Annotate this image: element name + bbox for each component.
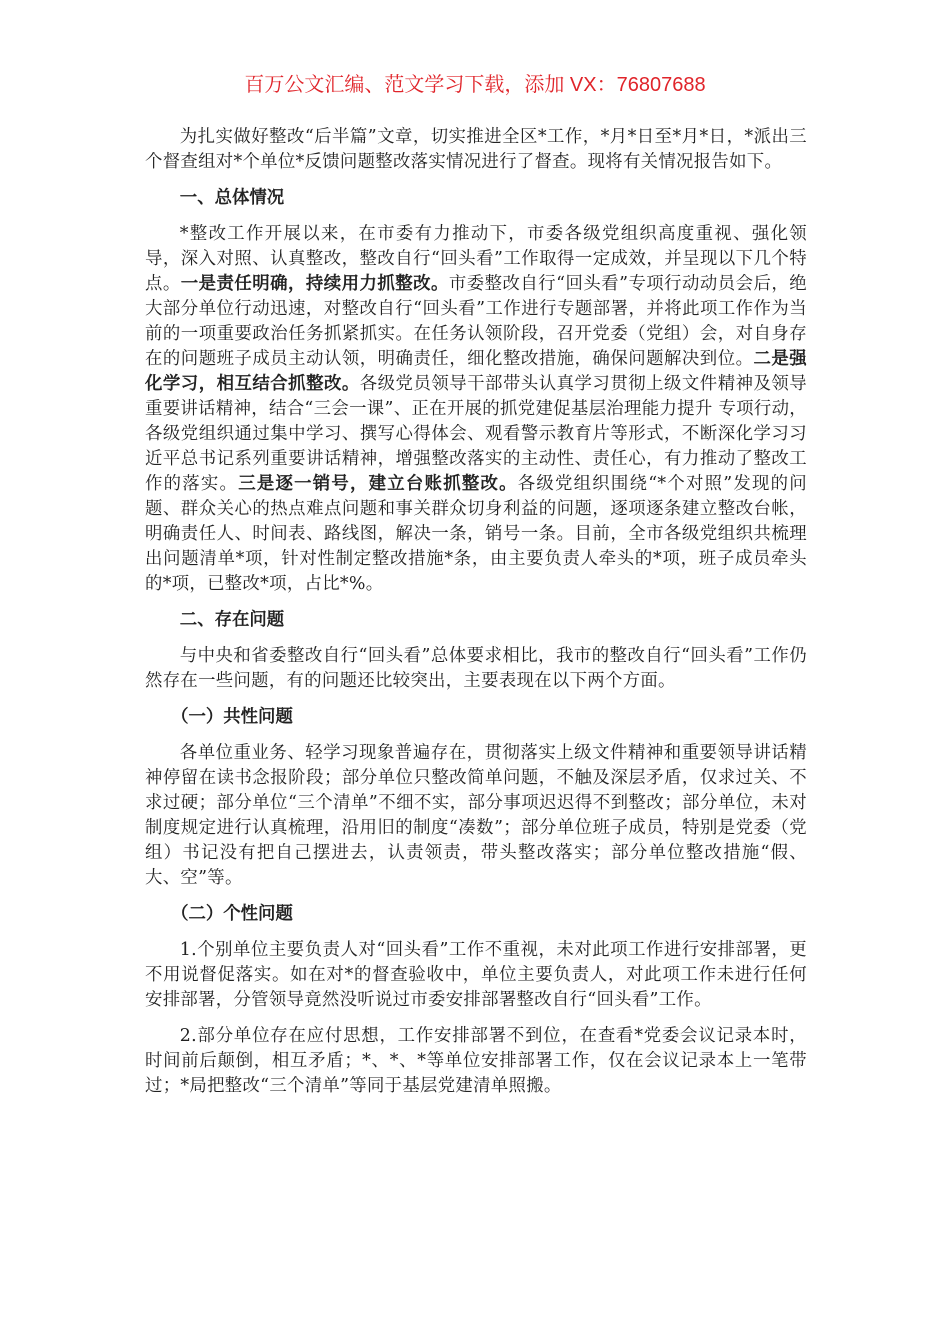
section-heading-problems: 二、存在问题 [179,610,285,630]
individual-problem-item: 2.部分单位存在应付思想，工作安排部署不到位，在查看*党委会议记录本时，时间前后颠倒，相互矛盾；*、*、*等单位安排部署工作，仅在会议记录本上一笔带过；*局把整改“三个清单”等同于基层党建清单照搬。 [145,1026,807,1096]
text-run: 各级党组织围绕“*个对照”发现的问题、群众关心的热点难点问题和事关群众切身利益的问题，逐项逐条建立整改台帐，明确责任人、时间表、路线图，解决一条，销号一条。目前，全市各级党组织共梳理出问题清单*项，针对性制定整改措施*条，由主要负责人牵头的*项，班子成员牵头的*项，已整改*项，占比*%。 [145,474,807,594]
subsection-heading-individual: （二）个性问题 [171,904,293,924]
problems-intro-paragraph: 与中央和省委整改自行“回头看”总体要求相比，我市的整改自行“回头看”工作仍然存在一些问题，有的问题还比较突出，主要表现在以下两个方面。 [145,646,807,691]
text-run: 市委整改自行“回头看”专项行动动员会后，绝大部分单位行动迅速，对整改自行“回头看”工作进行专题部署，并将此项工作作为当前的一项重要政治任务抓紧抓实。在任务认领阶段，召开党委（党组）会，对自身存在的问题班子成员主动认领，明确责任，细化整改措施，确保问题解决到位。 [145,274,807,369]
bold-point-2: 二是强化学习，相互结合抓整改。 [145,349,807,394]
common-problems-paragraph: 各单位重业务、轻学习现象普遍存在，贯彻落实上级文件精神和重要领导讲话精神停留在读书念报阶段；部分单位只整改简单问题，不触及深层矛盾，仅求过关、不求过硬；部分单位“三个清单”不细不实，部分事项迟迟得不到整改；部分单位，未对制度规定进行认真梳理，沿用旧的制度“凑数”；部分单位班子成员，特别是党委（党组）书记没有把自己摆进去，认责领责，带头整改落实；部分单位整改措施“假、大、空”等。 [145,743,807,888]
individual-problem-item: 1.个别单位主要负责人对“回头看”工作不重视，未对此项工作进行安排部署，更不用说督促落实。如在对*的督查验收中，单位主要负责人，对此项工作未进行任何安排部署，分管领导竟然没听说过市委安排部署整改自行“回头看”工作。 [145,940,807,1010]
bold-point-1: 一是责任明确，持续用力抓整改。 [180,274,449,294]
watermark-banner: 百万公文汇编、范文学习下载，添加 VX：76807688 [244,74,706,96]
subsection-heading-common: （一）共性问题 [171,707,293,727]
text-run: *整改工作开展以来，在市委有力推动下，市委各级党组织高度重视、强化领导，深入对照、认真整改，整改自行“回头看”工作取得一定成效，并呈现以下几个特点。 [145,224,807,294]
section-heading-overall: 一、总体情况 [179,188,285,208]
document-body [145,125,807,1110]
text-run: 各级党员领导干部带头认真学习贯彻上级文件精神及领导重要讲话精神，结合“三会一课”、正在开展的抓党建促基层治理能力提升 专项行动，各级党组织通过集中学习、撰写心得体会、观看警示教育片等形式，不断深化学习习近平总书记系列重要讲话精神，增强整改落实的主动性、责任心，有力推动了整改工作的落实。 [145,374,807,494]
intro-paragraph: 为扎实做好整改“后半篇”文章，切实推进全区*工作，*月*日至*月*日，*派出三个督查组对*个单位*反馈问题整改落实情况进行了督查。现将有关情况报告如下。 [145,127,807,172]
bold-point-3: 三是逐一销号，建立台账抓整改。 [238,474,518,494]
overall-paragraph [145,222,807,597]
